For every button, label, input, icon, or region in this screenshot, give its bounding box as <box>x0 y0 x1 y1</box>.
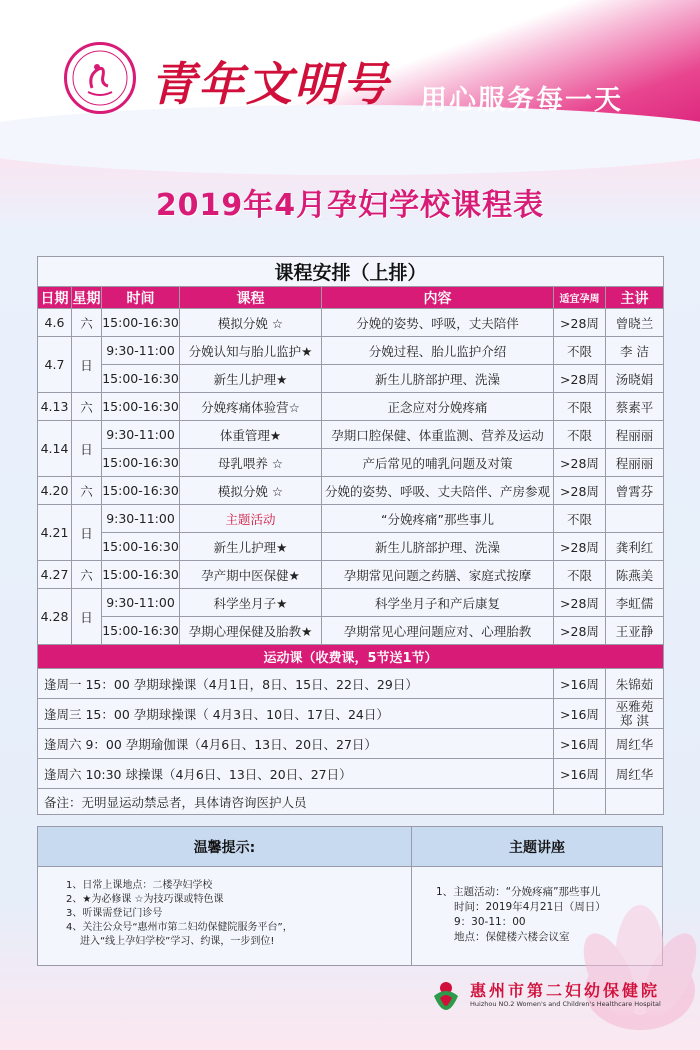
week-cell: >28周 <box>554 533 606 561</box>
lecturer-cell: 蔡素平 <box>606 393 664 421</box>
time-cell: 15:00-16:30 <box>102 477 180 505</box>
course-cell: 分娩疼痛体验营☆ <box>180 393 322 421</box>
lecture-hours: 9：30-11：00 <box>454 916 526 928</box>
tip-item: 4、关注公众号“惠州市第二妇幼保健院服务平台”， <box>66 922 293 933</box>
course-cell: 体重管理★ <box>180 421 322 449</box>
course-cell: 模拟分娩 ☆ <box>180 309 322 337</box>
time-cell: 15:00-16:30 <box>102 533 180 561</box>
time-cell: 9:30-11:00 <box>102 589 180 617</box>
hospital-name: 惠州市第二妇幼保健院 <box>470 981 661 1000</box>
table-row <box>38 617 664 645</box>
week-cell: >28周 <box>554 365 606 393</box>
divider <box>411 867 412 965</box>
time-cell: 15:00-16:30 <box>102 561 180 589</box>
table-row <box>38 365 664 393</box>
week-cell: >28周 <box>554 477 606 505</box>
sport-row <box>38 699 664 729</box>
col-course: 课程 <box>180 287 322 309</box>
lecturer-cell: 曾晓兰 <box>606 309 664 337</box>
tip-item: 进入“线上孕妇学校”学习、约课，一步到位! <box>80 936 275 947</box>
date-cell: 4.6 <box>38 309 72 337</box>
week-cell: 不限 <box>554 393 606 421</box>
course-cell: 模拟分娩 ☆ <box>180 477 322 505</box>
week-cell: 不限 <box>554 337 606 365</box>
week-cell: >16周 <box>554 669 606 699</box>
week-cell: 不限 <box>554 505 606 533</box>
lecturer-cell: 李 洁 <box>606 337 664 365</box>
lecturer-cell: 李虹儒 <box>606 589 664 617</box>
content-cell: 科学坐月子和产后康复 <box>322 589 554 617</box>
date-cell: 4.20 <box>38 477 72 505</box>
course-cell-highlight: 主题活动 <box>180 505 322 533</box>
sport-text: 逢周六 9：00 孕期瑜伽课（4月6日、13日、20日、27日） <box>38 729 554 759</box>
weekday-cell: 日 <box>72 589 102 645</box>
lecturer-name: 郑 淇 <box>620 712 649 728</box>
sport-text: 逢周三 15：00 孕期球操课（ 4月3日、10日、17日、24日） <box>38 699 554 729</box>
table-row <box>38 337 664 365</box>
weekday-cell: 六 <box>72 561 102 589</box>
week-cell: >16周 <box>554 729 606 759</box>
table-row <box>38 589 664 617</box>
week-cell: 不限 <box>554 561 606 589</box>
table-row <box>38 393 664 421</box>
course-cell: 新生儿护理★ <box>180 365 322 393</box>
tip-item: 3、听课需登记门诊号 <box>66 908 163 919</box>
empty-cell <box>606 789 664 815</box>
sport-text: 逢周六 10:30 球操课（4月6日、13日、20日、27日） <box>38 759 554 789</box>
date-cell: 4.13 <box>38 393 72 421</box>
lecture-topic: 1、主题活动：“分娩疼痛”那些事儿 <box>436 886 601 898</box>
col-date: 日期 <box>38 287 72 309</box>
date-cell: 4.27 <box>38 561 72 589</box>
course-cell: 孕产期中医保健★ <box>180 561 322 589</box>
table-row <box>38 533 664 561</box>
table-row <box>38 561 664 589</box>
week-cell: >16周 <box>554 699 606 729</box>
lecturer-cell: 周红华 <box>606 759 664 789</box>
week-cell: >28周 <box>554 589 606 617</box>
lotus-decoration-icon <box>560 880 700 1050</box>
weekday-cell: 六 <box>72 393 102 421</box>
col-weekday: 星期 <box>72 287 102 309</box>
note-row <box>38 789 664 815</box>
lecture-title: 主题讲座 <box>412 827 662 867</box>
sport-row <box>38 729 664 759</box>
time-cell: 15:00-16:30 <box>102 309 180 337</box>
weekday-cell: 日 <box>72 337 102 393</box>
content-cell: 孕期常见问题之药膳、家庭式按摩 <box>322 561 554 589</box>
lecturer-cell: 陈燕美 <box>606 561 664 589</box>
col-time: 时间 <box>102 287 180 309</box>
table-row <box>38 421 664 449</box>
lecturer-cell: 朱锦茹 <box>606 669 664 699</box>
time-cell: 15:00-16:30 <box>102 393 180 421</box>
weekday-cell: 日 <box>72 505 102 561</box>
content-cell: 新生儿脐部护理、洗澡 <box>322 533 554 561</box>
time-cell: 15:00-16:30 <box>102 617 180 645</box>
week-cell: >28周 <box>554 449 606 477</box>
table-row <box>38 477 664 505</box>
hospital-logo-icon <box>428 976 464 1012</box>
week-cell: >28周 <box>554 617 606 645</box>
lecturer-cell: 汤晓娟 <box>606 365 664 393</box>
empty-cell <box>554 789 606 815</box>
time-cell: 9:30-11:00 <box>102 421 180 449</box>
time-cell: 15:00-16:30 <box>102 449 180 477</box>
course-cell: 科学坐月子★ <box>180 589 322 617</box>
lecturer-cell <box>606 699 664 729</box>
lecturer-cell: 周红华 <box>606 729 664 759</box>
table-header <box>38 287 664 309</box>
weekday-cell: 六 <box>72 477 102 505</box>
lecture-location: 地点：保健楼六楼会议室 <box>454 931 570 943</box>
course-cell: 母乳喂养 ☆ <box>180 449 322 477</box>
sport-text: 逢周一 15：00 孕期球操课（4月1日，8日、15日、22日、29日） <box>38 669 554 699</box>
section-title: 课程安排（上排） <box>38 257 664 287</box>
tips-list <box>66 879 406 949</box>
youth-logo-icon <box>64 42 136 114</box>
slogan: 用心服务每一天 <box>420 85 623 116</box>
time-cell: 9:30-11:00 <box>102 505 180 533</box>
date-cell: 4.21 <box>38 505 72 561</box>
course-cell: 分娩认知与胎儿监护★ <box>180 337 322 365</box>
hospital-name-en: Huizhou NO.2 Women's and Children's Healthcare Hospital <box>470 1000 661 1008</box>
lecturer-name: 巫雅苑 <box>615 698 654 714</box>
weekday-cell: 日 <box>72 421 102 477</box>
brand-title: 青年文明号 <box>150 57 390 111</box>
note-text: 备注：无明显运动禁忌者，具体请咨询医护人员 <box>38 789 554 815</box>
lecturer-cell: 王亚静 <box>606 617 664 645</box>
lecturer-cell: 曾霄芬 <box>606 477 664 505</box>
content-cell: 分娩的姿势、呼吸，丈夫陪伴 <box>322 309 554 337</box>
sport-row <box>38 669 664 699</box>
content-cell: 产后常见的哺乳问题及对策 <box>322 449 554 477</box>
col-content: 内容 <box>322 287 554 309</box>
course-cell: 新生儿护理★ <box>180 533 322 561</box>
tip-item: 2、★为必修课 ☆为技巧课或特色课 <box>66 894 224 905</box>
content-cell: 分娩的姿势、呼吸、丈夫陪伴、产房参观 <box>322 477 554 505</box>
lecturer-cell: 程丽丽 <box>606 421 664 449</box>
time-cell: 9:30-11:00 <box>102 337 180 365</box>
date-cell: 4.14 <box>38 421 72 477</box>
week-cell: >28周 <box>554 309 606 337</box>
content-cell: 分娩过程、胎儿监护介绍 <box>322 337 554 365</box>
col-week: 适宜孕周 <box>554 287 606 309</box>
content-cell: “分娩疼痛”那些事儿 <box>322 505 554 533</box>
time-cell: 15:00-16:30 <box>102 365 180 393</box>
date-cell: 4.7 <box>38 337 72 393</box>
weekday-cell: 六 <box>72 309 102 337</box>
table-row <box>38 505 664 533</box>
content-cell: 新生儿脐部护理、洗澡 <box>322 365 554 393</box>
sports-title: 运动课（收费课，5节送1节） <box>38 645 664 669</box>
table-row <box>38 309 664 337</box>
col-lecturer: 主讲 <box>606 287 664 309</box>
week-cell: >16周 <box>554 759 606 789</box>
content-cell: 孕期口腔保健、体重监测、营养及运动 <box>322 421 554 449</box>
tip-item: 1、日常上课地点：二楼孕妇学校 <box>66 880 213 891</box>
page-title: 2019年4月孕妇学校课程表 <box>155 188 545 223</box>
content-cell: 正念应对分娩疼痛 <box>322 393 554 421</box>
course-schedule-table <box>37 256 664 815</box>
course-cell: 孕期心理保健及胎教★ <box>180 617 322 645</box>
sport-row <box>38 759 664 789</box>
lecturer-cell: 龚利红 <box>606 533 664 561</box>
date-cell: 4.28 <box>38 589 72 645</box>
week-cell: 不限 <box>554 421 606 449</box>
table-row <box>38 449 664 477</box>
content-cell: 孕期常见心理问题应对、心理胎教 <box>322 617 554 645</box>
lecturer-cell: 程丽丽 <box>606 449 664 477</box>
lecture-time: 时间：2019年4月21日（周日） <box>454 901 606 913</box>
tips-title: 温馨提示: <box>38 827 412 867</box>
lecturer-cell <box>606 505 664 533</box>
